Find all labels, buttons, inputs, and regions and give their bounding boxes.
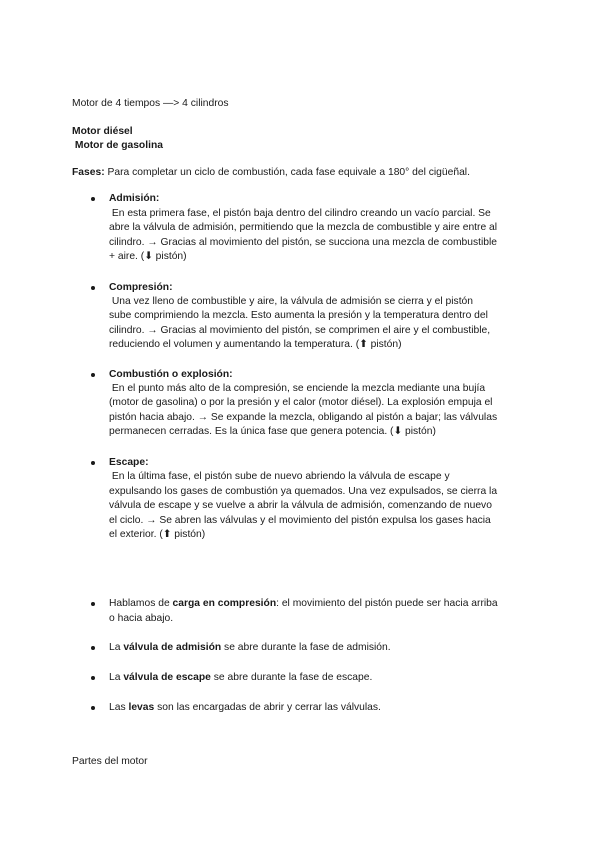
phases-intro-label: Fases: — [72, 167, 105, 178]
phase-title-combustion: Combustión o explosión: — [109, 369, 233, 380]
note-bold: válvula de escape — [123, 672, 211, 683]
bullet-icon — [91, 197, 95, 201]
phases-intro-text: Para completar un ciclo de combustión, cada fase equivale a 180° del cigüeñal. — [104, 167, 470, 178]
phase-line: reduciendo el volumen y aumentando la temperatura. (⬆ pistón) — [109, 339, 402, 350]
note-text: La — [109, 642, 124, 653]
note-valvula-escape — [109, 670, 372, 685]
phase-line: pistón hacia abajo. → Se expande la mezcla, obligando al pistón a bajar; las válvulas — [109, 412, 498, 423]
note-levas — [109, 700, 381, 715]
phase-line: Una vez lleno de combustible y aire, la válvula de admisión se cierra y el pistón — [109, 296, 474, 307]
phase-line: abre la válvula de admisión, permitiendo que la mezcla de combustible y aire entre al — [109, 222, 498, 233]
phase-line: sube comprimiendo la mezcla. Esto aumenta la presión y la temperatura dentro del — [109, 310, 488, 321]
phase-title-escape: Escape: — [109, 457, 149, 468]
phase-line: el ciclo. → Se abren las válvulas y el movimiento del pistón expulsa los gases hacia — [109, 515, 491, 526]
bullet-icon — [91, 602, 95, 606]
bullet-icon — [91, 706, 95, 710]
bullet-icon — [91, 286, 95, 290]
heading-motor-diesel: Motor diésel — [72, 126, 133, 137]
heading-partes-motor: Partes del motor — [72, 756, 148, 767]
note-text: La — [109, 672, 124, 683]
note-text: Hablamos de — [109, 598, 173, 609]
note-bold: válvula de admisión — [123, 642, 222, 653]
note-bold: levas — [128, 702, 155, 713]
phase-line: permanecen cerradas. Es la única fase que genera potencia. (⬇ pistón) — [109, 426, 436, 437]
note-text: o hacia abajo. — [109, 613, 174, 624]
bullet-icon — [91, 646, 95, 650]
note-text: : el movimiento del pistón puede ser hacia arriba — [276, 598, 498, 609]
phase-line: el exterior. (⬆ pistón) — [109, 529, 206, 540]
note-text: se abre durante la fase de escape. — [210, 672, 373, 683]
note-bold: carga en compresión — [172, 598, 277, 609]
phase-line: En esta primera fase, el pistón baja dentro del cilindro creando un vacío parcial. Se — [109, 208, 491, 219]
phase-line: cilindro. → Gracias al movimiento del pistón, se succiona una mezcla de combustible — [109, 237, 498, 248]
phases-intro — [72, 165, 470, 180]
note-text: se abre durante la fase de admisión. — [221, 642, 391, 653]
note-carga-compresion — [109, 596, 498, 611]
heading-motor-gasolina: Motor de gasolina — [72, 140, 163, 151]
phase-line: En el punto más alto de la compresión, se enciende la mezcla mediante una bujía — [109, 383, 486, 394]
phase-title-admision: Admisión: — [109, 193, 160, 204]
phase-line: válvula de escape y se vuelve a abrir la válvula de admisión, comenzando de nuevo — [109, 500, 492, 511]
phase-line: En la última fase, el pistón sube de nuevo abriendo la válvula de escape y — [109, 471, 450, 482]
note-valvula-admision — [109, 640, 391, 655]
phase-line: + aire. (⬇ pistón) — [109, 251, 187, 262]
phase-line: expulsando los gases de combustión ya quemados. Una vez expulsados, se cierra la — [109, 486, 498, 497]
bullet-icon — [91, 676, 95, 680]
note-text: son las encargadas de abrir y cerrar las válvulas. — [154, 702, 381, 713]
note-text: Las — [109, 702, 129, 713]
heading-4-tiempos: Motor de 4 tiempos —> 4 cilindros — [72, 98, 229, 109]
phase-title-compresion: Compresión: — [109, 282, 173, 293]
phase-line: (motor de gasolina) o por la presión y el calor (motor diésel). La explosión empuja el — [109, 397, 493, 408]
bullet-icon — [91, 373, 95, 377]
phase-line: cilindro. → Gracias al movimiento del pistón, se comprimen el aire y el combustible, — [109, 325, 491, 336]
bullet-icon — [91, 461, 95, 465]
